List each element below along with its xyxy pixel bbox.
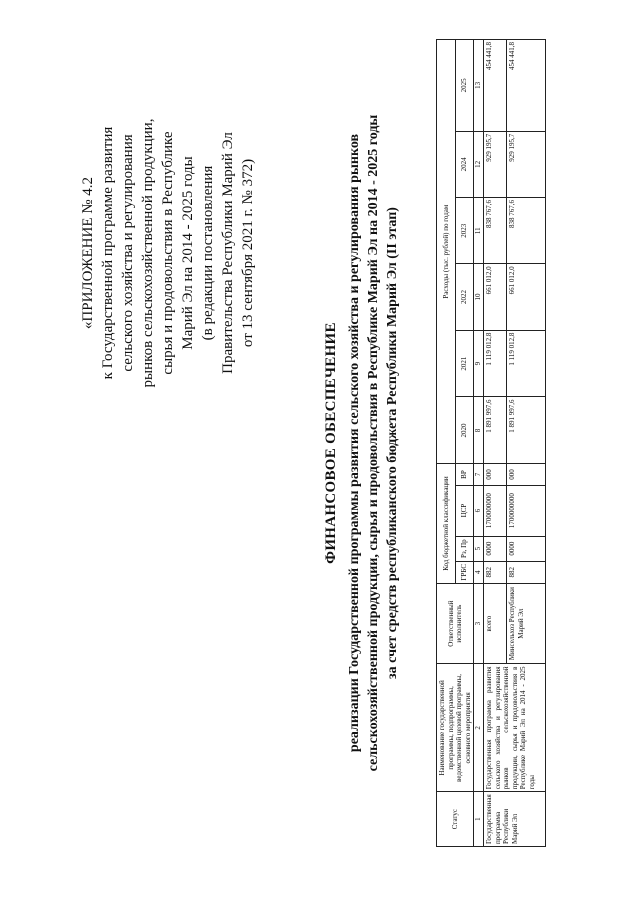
column-number: 5: [474, 536, 484, 561]
header-csr: ЦСР: [455, 485, 474, 536]
column-number: 12: [474, 131, 484, 197]
column-number: 4: [474, 561, 484, 583]
value-cell: 929 195,7: [507, 131, 546, 197]
value-cell: 661 012,0: [507, 264, 546, 330]
header-year: 2021: [455, 330, 474, 397]
column-number: 7: [474, 464, 484, 485]
header-status: Статус: [437, 792, 474, 847]
vr-cell: 000: [484, 464, 507, 485]
column-number: 13: [474, 40, 484, 132]
column-number: 8: [474, 397, 484, 464]
header-vr: ВР: [455, 464, 474, 485]
grbs-cell: 882: [484, 561, 507, 583]
header-year: 2020: [455, 397, 474, 464]
value-cell: 1 119 012,8: [507, 330, 546, 397]
header-budget-code: Код бюджетной классификации: [437, 464, 456, 583]
header-year: 2025: [455, 40, 474, 132]
column-number: 2: [474, 664, 484, 792]
header-year: 2024: [455, 131, 474, 197]
value-cell: 1 891 997,6: [507, 397, 546, 464]
header-year: 2023: [455, 198, 474, 264]
appendix-line: сельского хозяйства и регулирования: [120, 134, 136, 372]
appendix-line: от 13 сентября 2021 г. № 372): [240, 158, 256, 348]
program-name-cell: Государственная программа развития сельского хозяйства и регулирования рынков сельскохозяйственной продукции, сырья и продовольствия в Республике Марий Эл на 2014 - 2025 годы: [484, 664, 546, 792]
value-cell: 1 891 997,6: [484, 397, 507, 464]
appendix-line: «ПРИЛОЖЕНИЕ № 4.2: [80, 176, 96, 330]
appendix-line: к Государственной программе развития: [100, 126, 116, 380]
vr-cell: 000: [507, 464, 546, 485]
subtitle-line: реализации Государственной программы развития сельского хозяйства и регулирования рынков: [347, 133, 362, 753]
header-executor: Ответственный исполнитель: [437, 583, 474, 664]
value-cell: 661 012,0: [484, 264, 507, 330]
header-expenses: Расходы (тыс. рублей) по годам: [437, 40, 456, 464]
value-cell: 454 441,8: [484, 40, 507, 132]
appendix-line: (в редакции постановления: [200, 165, 216, 341]
header-name: Наименование государственной программы, подпрограммы, ведомственной целевой программы, основного мероприятия: [437, 664, 474, 792]
column-number: 1: [474, 792, 484, 847]
rzpr-cell: 0000: [484, 536, 507, 561]
document-title: ФИНАНСОВОЕ ОБЕСПЕЧЕНИЕ: [323, 322, 339, 564]
appendix-note: [78, 63, 258, 443]
table-row: [484, 40, 507, 847]
column-number: 11: [474, 198, 484, 264]
document-subtitle: [345, 23, 402, 863]
column-number: 3: [474, 583, 484, 664]
financing-table: [436, 39, 546, 847]
value-cell: 838 767,6: [484, 198, 507, 264]
column-number: 10: [474, 264, 484, 330]
status-cell: Государственная программа Республики Марий Эл: [484, 792, 546, 847]
header-row: [437, 40, 456, 847]
grbs-cell: 882: [507, 561, 546, 583]
appendix-line: Правительства Республики Марий Эл: [220, 132, 236, 374]
header-rzpr: Рз, Пр: [455, 536, 474, 561]
appendix-line: Марий Эл на 2014 - 2025 годы: [180, 156, 196, 350]
rzpr-cell: 0000: [507, 536, 546, 561]
header-grbs: ГРБС: [455, 561, 474, 583]
appendix-line: сырья и продовольствия в Республике: [160, 131, 176, 375]
subtitle-line: сельскохозяйственной продукции, сырья и продовольствия в Республике Марий Эл на 2014 - 2025 годы: [366, 114, 381, 772]
appendix-line: рынков сельскохозяйственной продукции,: [140, 118, 156, 388]
value-cell: 454 441,8: [507, 40, 546, 132]
value-cell: 929 195,7: [484, 131, 507, 197]
column-number: 9: [474, 330, 484, 397]
executor-cell: всего: [484, 583, 507, 664]
header-year: 2022: [455, 264, 474, 330]
subtitle-line: за счет средств республиканского бюджета Республики Марий Эл (II этап): [385, 207, 400, 679]
executor-cell: Минсельхоз Республики Марий Эл: [507, 583, 546, 664]
csr-cell: 1700000000: [507, 485, 546, 536]
csr-cell: 1700000000: [484, 485, 507, 536]
column-number-row: [474, 40, 484, 847]
value-cell: 838 767,6: [507, 198, 546, 264]
value-cell: 1 119 012,8: [484, 330, 507, 397]
column-number: 6: [474, 485, 484, 536]
